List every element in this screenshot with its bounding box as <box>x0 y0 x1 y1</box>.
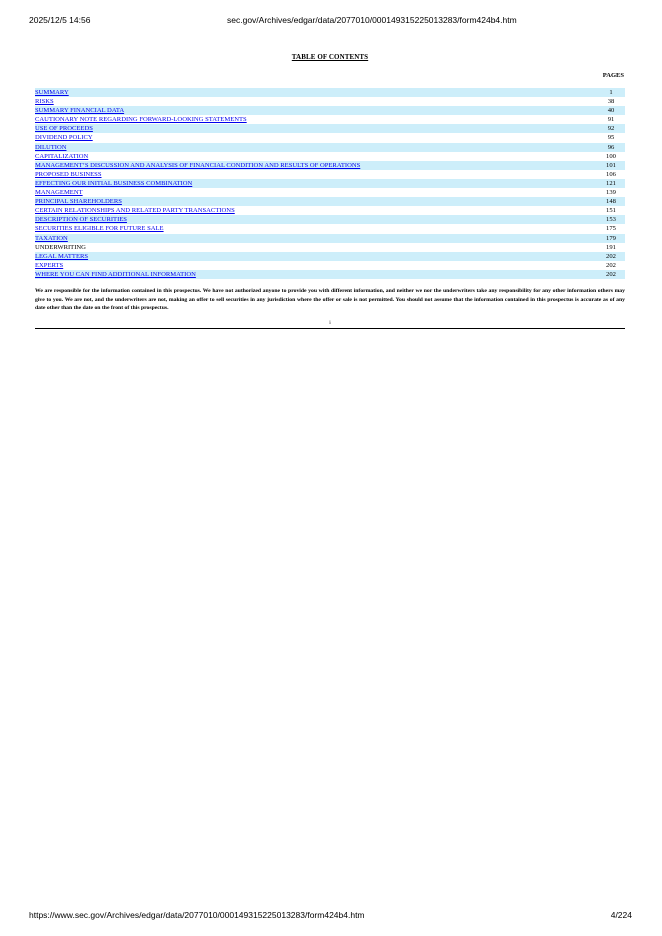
toc-entry-link[interactable]: RISKS <box>35 98 54 106</box>
toc-row <box>35 252 625 261</box>
toc-entry-cell <box>35 197 597 206</box>
toc-row <box>35 152 625 161</box>
footer-url: https://www.sec.gov/Archives/edgar/data/2077010/000149315225013283/form424b4.htm <box>29 910 365 920</box>
toc-page-number: 202 <box>597 252 625 261</box>
toc-entry-link[interactable]: CERTAIN RELATIONSHIPS AND RELATED PARTY TRANSACTIONS <box>35 207 235 215</box>
toc-entry-link[interactable]: WHERE YOU CAN FIND ADDITIONAL INFORMATION <box>35 270 196 278</box>
toc-page-number: 175 <box>606 225 616 233</box>
toc-entry-cell <box>35 115 597 124</box>
toc-page-number: 92 <box>597 124 625 133</box>
toc-row <box>35 88 625 97</box>
toc-entry-link[interactable]: DESCRIPTION OF SECURITIES <box>35 216 127 224</box>
document-content <box>35 52 625 329</box>
toc-entry-link[interactable]: LEGAL MATTERS <box>35 252 89 260</box>
print-footer <box>29 910 632 922</box>
toc-entry-cell <box>35 224 597 233</box>
toc-page-number: 191 <box>606 243 616 251</box>
toc-row <box>35 224 625 233</box>
toc-entry-cell <box>35 88 597 97</box>
toc-entry-cell <box>35 161 597 170</box>
toc-page-number: 40 <box>597 106 625 115</box>
toc-entry-cell <box>35 234 597 243</box>
toc-entry-link[interactable]: MANAGEMENT’S DISCUSSION AND ANALYSIS OF FINANCIAL CONDITION AND RESULTS OF OPERATIONS <box>35 161 361 169</box>
toc-page-number: 153 <box>597 215 625 224</box>
toc-entry-cell <box>35 124 597 133</box>
toc-entry-cell <box>35 97 597 106</box>
toc-page-number: 91 <box>607 116 615 124</box>
toc-row <box>35 197 625 206</box>
toc-row <box>35 206 625 215</box>
toc-row <box>35 188 625 197</box>
toc-entry-link[interactable]: EXPERTS <box>35 261 64 269</box>
toc-page-number: 95 <box>607 134 615 142</box>
pages-heading: PAGES <box>602 72 624 79</box>
toc-page-number: 179 <box>597 234 625 243</box>
toc-page-number: 96 <box>597 143 625 152</box>
toc-page-number: 151 <box>606 207 616 215</box>
toc-title: TABLE OF CONTENTS <box>291 53 369 61</box>
toc-table <box>35 88 625 279</box>
toc-page-number: 38 <box>607 98 615 106</box>
toc-page-number: 1 <box>597 88 625 97</box>
toc-entry-cell <box>35 206 597 215</box>
toc-entry-link[interactable]: SUMMARY <box>35 89 69 96</box>
print-url: sec.gov/Archives/edgar/data/2077010/000149315225013283/form424b4.htm <box>227 15 517 25</box>
toc-row <box>35 124 625 133</box>
toc-entry-cell <box>35 170 597 179</box>
toc-row <box>35 243 625 252</box>
toc-entry-link[interactable]: USE OF PROCEEDS <box>35 125 93 133</box>
toc-entry-cell <box>35 188 597 197</box>
toc-entry-label: UNDERWRITING <box>35 243 86 251</box>
toc-row <box>35 161 625 170</box>
toc-entry-cell <box>35 215 597 224</box>
toc-page-number: 106 <box>606 170 616 178</box>
toc-row <box>35 179 625 188</box>
toc-entry-link[interactable]: PRINCIPAL SHAREHOLDERS <box>35 198 122 206</box>
toc-row <box>35 133 625 142</box>
toc-row <box>35 170 625 179</box>
toc-entry-link[interactable]: DILUTION <box>35 143 67 151</box>
toc-entry-cell <box>35 270 597 279</box>
toc-page-number: 121 <box>597 179 625 188</box>
toc-page-number: 202 <box>606 261 616 269</box>
toc-entry-link[interactable]: PROPOSED BUSINESS <box>35 170 102 178</box>
toc-entry-cell <box>35 133 597 142</box>
toc-row <box>35 234 625 243</box>
toc-entry-link[interactable]: CAUTIONARY NOTE REGARDING FORWARD-LOOKING STATEMENTS <box>35 116 247 124</box>
toc-entry-link[interactable]: SUMMARY FINANCIAL DATA <box>35 107 125 115</box>
toc-row <box>35 270 625 279</box>
toc-row <box>35 106 625 115</box>
print-date: 2025/12/5 14:56 <box>29 15 91 25</box>
toc-entry-cell <box>35 243 597 252</box>
toc-entry-cell <box>35 252 597 261</box>
toc-entry-link[interactable]: EFFECTING OUR INITIAL BUSINESS COMBINATION <box>35 179 193 187</box>
toc-entry-link[interactable]: MANAGEMENT <box>35 189 83 197</box>
toc-page-number: 148 <box>597 197 625 206</box>
toc-entry-link[interactable]: CAPITALIZATION <box>35 152 89 160</box>
page-number: i <box>329 319 331 326</box>
toc-entry-cell <box>35 143 597 152</box>
toc-row <box>35 97 625 106</box>
disclaimer-paragraph: We are responsible for the information contained in this prospectus. We have not authorized anyone to provide you with different information, and neither we nor the underwriters take any responsibility for any other information others may give to you. We are not, and the underwriters are not, making an offer to sell securities in any jurisdiction where the offer or sale is not permitted. You should not assume that the information contained in this prospectus is accurate as of any date other than the date on the front of this prospectus. <box>35 287 625 312</box>
toc-row <box>35 115 625 124</box>
footer-page-count: 4/224 <box>610 910 632 920</box>
toc-page-number: 101 <box>597 161 625 170</box>
toc-entry-cell <box>35 152 597 161</box>
toc-entry-cell <box>35 106 597 115</box>
toc-row <box>35 215 625 224</box>
page-divider <box>35 328 625 329</box>
toc-row <box>35 143 625 152</box>
print-header <box>29 15 632 27</box>
toc-entry-cell <box>35 261 597 270</box>
toc-entry-link[interactable]: DIVIDEND POLICY <box>35 134 93 142</box>
toc-row <box>35 261 625 270</box>
toc-entry-link[interactable]: TAXATION <box>35 234 68 242</box>
toc-page-number: 100 <box>606 152 616 160</box>
toc-page-number: 139 <box>606 189 616 197</box>
toc-page-number: 202 <box>597 270 625 279</box>
toc-entry-link[interactable]: SECURITIES ELIGIBLE FOR FUTURE SALE <box>35 225 164 233</box>
toc-entry-cell <box>35 179 597 188</box>
